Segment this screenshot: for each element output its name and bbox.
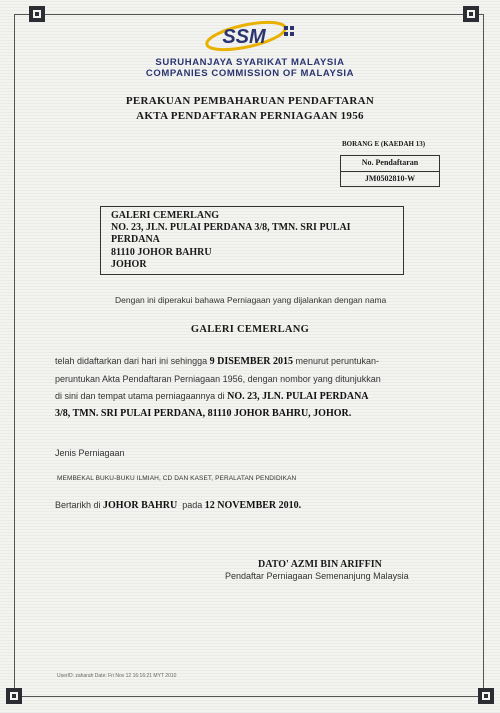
ssm-logo-text: SSM — [222, 26, 266, 48]
body-line-3 — [55, 391, 369, 402]
address-line: PERDANA — [111, 234, 160, 245]
ssm-logo — [200, 18, 300, 54]
principal-address-part-2: 3/8, TMN. SRI PULAI PERDANA, 81110 JOHOR BAHRU, JOHOR. — [55, 408, 352, 419]
body-text: di sini dan tempat utama perniagaannya di — [55, 391, 228, 401]
dated-line — [55, 500, 301, 511]
business-type-value: MEMBEKAL BUKU-BUKU ILMIAH, CD DAN KASET, PERALATAN PENDIDIKAN — [57, 475, 297, 482]
corner-ornament-bottom-right — [478, 688, 494, 704]
business-address-box — [100, 206, 404, 275]
dated-prefix: Bertarikh di — [55, 500, 104, 510]
dated-middle: pada — [177, 500, 205, 510]
commission-name-malay: SURUHANJAYA SYARIKAT MALAYSIA — [155, 57, 345, 68]
signatory-name: DATO' AZMI BIN ARIFFIN — [258, 559, 382, 570]
business-name: GALERI CEMERLANG — [190, 324, 310, 335]
certification-intro: Dengan ini diperakui bahawa Perniagaan yang dijalankan dengan nama — [115, 295, 387, 305]
expiry-date: 9 DISEMBER 2015 — [209, 356, 293, 367]
address-line: NO. 23, JLN. PULAI PERDANA 3/8, TMN. SRI PULAI — [111, 222, 351, 233]
registration-divider — [341, 171, 439, 172]
registration-number-box — [340, 155, 440, 187]
dated-date: 12 NOVEMBER 2010. — [204, 500, 302, 511]
body-text: menurut peruntukan- — [292, 356, 380, 366]
address-line: JOHOR — [111, 259, 147, 270]
business-type-label: Jenis Perniagaan — [55, 448, 125, 458]
certificate-title: PERAKUAN PEMBAHARUAN PENDAFTARAN — [125, 95, 375, 107]
registration-number: JM0502810-W — [364, 174, 416, 183]
body-line-2: peruntukan Akta Pendaftaran Perniagaan 1956, dengan nombor yang ditunjukkan — [55, 374, 381, 384]
form-reference: BORANG E (KAEDAH 13) — [342, 140, 426, 148]
registration-label: No. Pendaftaran — [361, 158, 419, 167]
principal-address-part-1: NO. 23, JLN. PULAI PERDANA — [227, 391, 369, 402]
body-line-4 — [55, 408, 351, 419]
address-line: 81110 JOHOR BAHRU — [111, 247, 212, 258]
body-text: telah didaftarkan dari hari ini sehingga — [55, 356, 210, 366]
signatory-title: Pendaftar Perniagaan Semenanjung Malaysia — [225, 571, 409, 581]
corner-ornament-top-left — [29, 6, 45, 22]
dated-place: JOHOR BAHRU — [103, 500, 178, 511]
certificate-subtitle: AKTA PENDAFTARAN PERNIAGAAN 1956 — [136, 110, 364, 122]
footer-user-stamp: UserID: zaharah Date: Fri Nov 12 16:16:21 MYT 2010 — [57, 673, 177, 679]
corner-ornament-top-right — [463, 6, 479, 22]
body-line-1 — [55, 356, 379, 367]
commission-name-english: COMPANIES COMMISSION OF MALAYSIA — [145, 68, 355, 79]
address-line: GALERI CEMERLANG — [111, 210, 220, 221]
corner-ornament-bottom-left — [6, 688, 22, 704]
